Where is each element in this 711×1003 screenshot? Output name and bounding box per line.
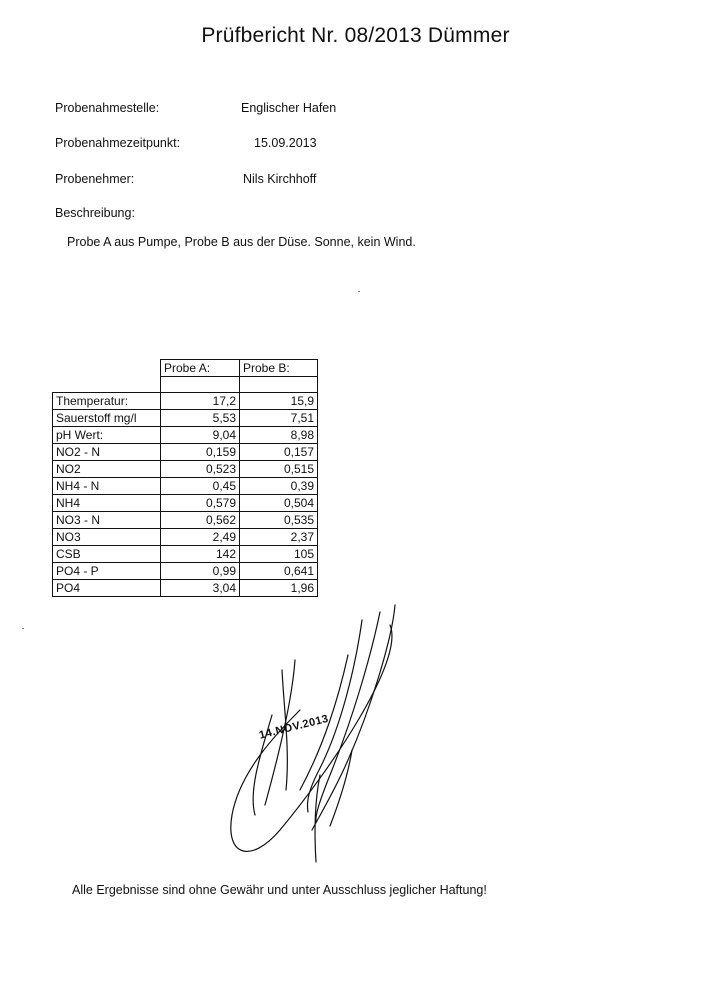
probe-b-cell: 0,515 [240,461,318,478]
probe-a-cell: 0,159 [161,444,240,461]
param-cell: NO2 - N [53,444,161,461]
table-header-row [53,360,318,377]
probe-b-cell: 15,9 [240,393,318,410]
header-probe-b: Probe B: [240,360,318,377]
probe-b-cell: 0,641 [240,563,318,580]
results-table [52,359,318,597]
probe-b-cell: 0,535 [240,512,318,529]
table-spacer-row [53,377,318,393]
field-label-probenahmestelle: Probenahmestelle: [55,101,160,115]
field-value-probenahmezeitpunkt: 15.09.2013 [254,136,317,150]
probe-b-cell: 0,39 [240,478,318,495]
param-cell: NH4 - N [53,478,161,495]
table-row [53,495,318,512]
description-text: Probe A aus Pumpe, Probe B aus der Düse. Sonne, kein Wind. [67,235,416,249]
probe-a-cell: 0,45 [161,478,240,495]
table-row [53,546,318,563]
table-row [53,461,318,478]
param-cell: NO3 - N [53,512,161,529]
table-row [53,563,318,580]
probe-b-cell: 7,51 [240,410,318,427]
table-row [53,512,318,529]
table-row [53,529,318,546]
param-cell: PO4 [53,580,161,597]
header-probe-a: Probe A: [161,360,240,377]
table-row [53,444,318,461]
scan-speck [358,291,360,292]
report-title: Prüfbericht Nr. 08/2013 Dümmer [201,24,510,47]
probe-a-cell: 0,562 [161,512,240,529]
spacer-cell [240,377,318,393]
field-value-probenahmestelle: Englischer Hafen [241,101,337,115]
probe-b-cell: 0,504 [240,495,318,512]
param-cell: Sauerstoff mg/l [53,410,161,427]
date-stamp: 14.NOV.2013 [258,712,330,742]
probe-b-cell: 2,37 [240,529,318,546]
param-cell: Themperatur: [53,393,161,410]
table-row [53,427,318,444]
probe-b-cell: 8,98 [240,427,318,444]
probe-a-cell: 0,523 [161,461,240,478]
param-cell: PO4 - P [53,563,161,580]
probe-b-cell: 1,96 [240,580,318,597]
field-label-probenahmezeitpunkt: Probenahmezeitpunkt: [55,136,181,150]
scan-speck [22,628,24,629]
probe-a-cell: 2,49 [161,529,240,546]
probe-a-cell: 9,04 [161,427,240,444]
probe-a-cell: 17,2 [161,393,240,410]
param-cell: NO2 [53,461,161,478]
param-cell: pH Wert: [53,427,161,444]
table-row [53,580,318,597]
table-row [53,410,318,427]
table-row [53,393,318,410]
probe-b-cell: 105 [240,546,318,563]
param-cell: CSB [53,546,161,563]
param-cell: NH4 [53,495,161,512]
disclaimer-text: Alle Ergebnisse sind ohne Gewähr und unter Ausschluss jeglicher Haftung! [72,883,487,897]
spacer-cell [161,377,240,393]
field-label-beschreibung: Beschreibung: [55,206,135,220]
probe-a-cell: 3,04 [161,580,240,597]
probe-b-cell: 0,157 [240,444,318,461]
probe-a-cell: 0,99 [161,563,240,580]
signature-icon [220,600,420,870]
field-value-probenehmer: Nils Kirchhoff [243,172,317,186]
param-cell: NO3 [53,529,161,546]
probe-a-cell: 142 [161,546,240,563]
field-label-probenehmer: Probenehmer: [55,172,135,186]
spacer-cell [53,377,161,393]
table-row [53,478,318,495]
probe-a-cell: 5,53 [161,410,240,427]
probe-a-cell: 0,579 [161,495,240,512]
table-header-blank [53,360,161,377]
